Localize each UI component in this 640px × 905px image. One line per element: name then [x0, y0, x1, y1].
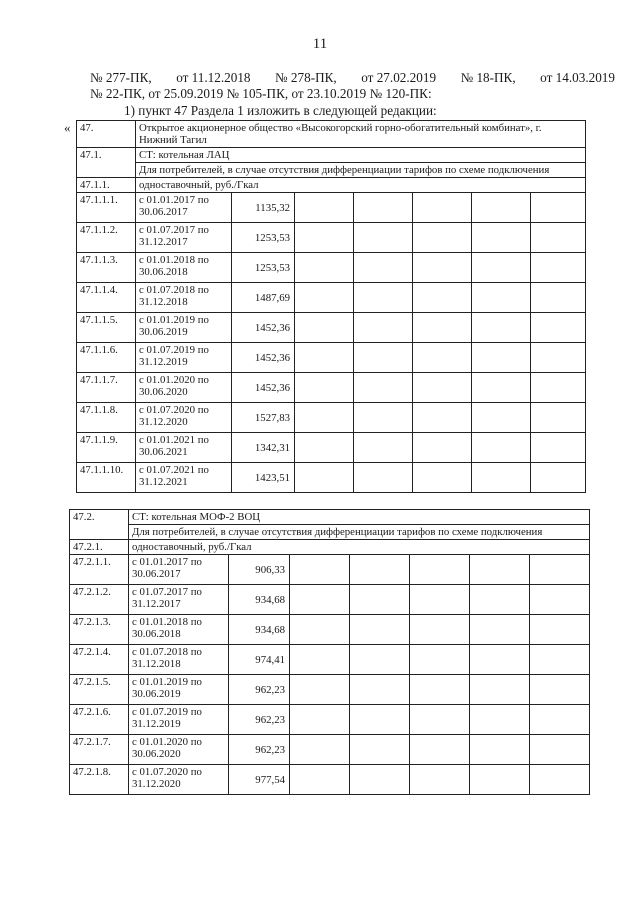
table-row — [77, 343, 586, 373]
row-number: 47.1.1.1. — [77, 193, 136, 223]
empty-cell — [295, 433, 354, 463]
row-number: 47.2.1.6. — [70, 705, 129, 735]
empty-cell — [470, 555, 530, 585]
table-row — [77, 313, 586, 343]
empty-cell — [354, 283, 413, 313]
empty-cell — [531, 193, 586, 223]
empty-cell — [350, 585, 410, 615]
table-row — [77, 463, 586, 493]
station-row — [77, 148, 586, 163]
empty-cell — [470, 705, 530, 735]
empty-cell — [531, 223, 586, 253]
rate-number: 47.1.1. — [77, 178, 136, 193]
row-value: 1135,32 — [232, 193, 295, 223]
empty-cell — [295, 373, 354, 403]
empty-cell — [413, 313, 472, 343]
row-period: с 01.07.2017 по 31.12.2017 — [129, 585, 229, 615]
row-number: 47.1.1.5. — [77, 313, 136, 343]
empty-cell — [354, 433, 413, 463]
empty-cell — [295, 193, 354, 223]
row-period: с 01.07.2021 по 31.12.2021 — [136, 463, 232, 493]
clause-text: 1) пункт 47 Раздела 1 изложить в следующей редакции: — [124, 103, 437, 118]
empty-cell — [413, 253, 472, 283]
empty-cell — [354, 403, 413, 433]
row-number: 47.2.1.7. — [70, 735, 129, 765]
intro-token: № 278-ПК, — [275, 70, 337, 85]
empty-cell — [472, 433, 531, 463]
empty-cell — [354, 223, 413, 253]
row-number: 47.1.1.3. — [77, 253, 136, 283]
tariff-table-2 — [69, 509, 590, 795]
row-value: 1253,53 — [232, 253, 295, 283]
row-period: с 01.01.2017 по 30.06.2017 — [129, 555, 229, 585]
org-name: Открытое акционерное общество «Высокогорский горно-обогатительный комбинат», г. Нижний Тагил — [136, 121, 586, 148]
empty-cell — [470, 645, 530, 675]
row-number: 47.1.1.8. — [77, 403, 136, 433]
empty-cell — [413, 193, 472, 223]
table-row — [70, 765, 590, 795]
empty-cell — [350, 615, 410, 645]
consumers-text: Для потребителей, в случае отсутствия дифференциации тарифов по схеме подключения — [136, 163, 586, 178]
empty-cell — [290, 555, 350, 585]
row-value: 962,23 — [229, 705, 290, 735]
empty-cell — [530, 675, 590, 705]
intro-token: № 18-ПК, — [460, 70, 516, 85]
empty-cell — [531, 343, 586, 373]
empty-cell — [295, 403, 354, 433]
empty-cell — [290, 615, 350, 645]
empty-cell — [470, 585, 530, 615]
empty-cell — [470, 675, 530, 705]
row-period: с 01.07.2018 по 31.12.2018 — [136, 283, 232, 313]
empty-cell — [295, 283, 354, 313]
empty-cell — [354, 343, 413, 373]
row-number: 47.2.1.3. — [70, 615, 129, 645]
empty-cell — [354, 463, 413, 493]
rate-name: одноставочный, руб./Гкал — [136, 178, 586, 193]
row-value: 962,23 — [229, 675, 290, 705]
row-value: 977,54 — [229, 765, 290, 795]
empty-cell — [410, 615, 470, 645]
row-number: 47.1.1.2. — [77, 223, 136, 253]
empty-cell — [354, 313, 413, 343]
empty-cell — [290, 735, 350, 765]
empty-cell — [413, 283, 472, 313]
empty-cell — [472, 343, 531, 373]
empty-cell — [354, 373, 413, 403]
row-period: с 01.01.2017 по 30.06.2017 — [136, 193, 232, 223]
empty-cell — [350, 555, 410, 585]
table-row — [77, 403, 586, 433]
empty-cell — [530, 645, 590, 675]
row-value: 934,68 — [229, 615, 290, 645]
empty-cell — [530, 705, 590, 735]
row-value: 974,41 — [229, 645, 290, 675]
row-number: 47.2.1.8. — [70, 765, 129, 795]
empty-cell — [530, 585, 590, 615]
empty-cell — [530, 765, 590, 795]
empty-cell — [531, 283, 586, 313]
row-period: с 01.07.2018 по 31.12.2018 — [129, 645, 229, 675]
rate-row — [77, 178, 586, 193]
row-period: с 01.01.2019 по 30.06.2019 — [129, 675, 229, 705]
row-number: 47.2.1.2. — [70, 585, 129, 615]
row-value: 1527,83 — [232, 403, 295, 433]
empty-cell — [472, 403, 531, 433]
empty-cell — [413, 373, 472, 403]
empty-cell — [410, 735, 470, 765]
consumers-text: Для потребителей, в случае отсутствия дифференциации тарифов по схеме подключения — [129, 525, 590, 540]
rate-row — [70, 540, 590, 555]
page-number: 11 — [312, 36, 328, 52]
row-value: 906,33 — [229, 555, 290, 585]
empty-cell — [470, 765, 530, 795]
station-number: 47.1. — [77, 148, 136, 178]
empty-cell — [470, 735, 530, 765]
empty-cell — [290, 765, 350, 795]
row-number: 47.1.1.10. — [77, 463, 136, 493]
empty-cell — [350, 735, 410, 765]
org-row — [77, 121, 586, 148]
empty-cell — [413, 433, 472, 463]
rate-number: 47.2.1. — [70, 540, 129, 555]
table-row — [70, 705, 590, 735]
empty-cell — [410, 675, 470, 705]
station-row — [70, 510, 590, 525]
empty-cell — [530, 555, 590, 585]
empty-cell — [295, 313, 354, 343]
org-number: 47. — [77, 121, 136, 148]
row-number: 47.1.1.4. — [77, 283, 136, 313]
row-period: с 01.07.2019 по 31.12.2019 — [136, 343, 232, 373]
row-value: 1452,36 — [232, 343, 295, 373]
empty-cell — [472, 223, 531, 253]
tariff-table-1 — [76, 120, 586, 493]
empty-cell — [350, 645, 410, 675]
empty-cell — [295, 223, 354, 253]
table-row — [70, 735, 590, 765]
row-period: с 01.07.2020 по 31.12.2020 — [129, 765, 229, 795]
empty-cell — [472, 463, 531, 493]
table-row — [77, 223, 586, 253]
table-row — [70, 645, 590, 675]
table-row — [70, 585, 590, 615]
empty-cell — [531, 373, 586, 403]
row-number: 47.1.1.6. — [77, 343, 136, 373]
open-quote-mark: « — [64, 120, 71, 135]
empty-cell — [472, 373, 531, 403]
row-period: с 01.01.2021 по 30.06.2021 — [136, 433, 232, 463]
empty-cell — [295, 343, 354, 373]
table-row — [77, 193, 586, 223]
row-period: с 01.01.2020 по 30.06.2020 — [136, 373, 232, 403]
row-number: 47.2.1.1. — [70, 555, 129, 585]
empty-cell — [531, 403, 586, 433]
table-row — [77, 373, 586, 403]
table-row — [77, 283, 586, 313]
empty-cell — [410, 705, 470, 735]
empty-cell — [354, 253, 413, 283]
empty-cell — [413, 343, 472, 373]
table-row — [70, 615, 590, 645]
intro-token: от 14.03.2019 — [540, 70, 615, 85]
row-value: 1253,53 — [232, 223, 295, 253]
empty-cell — [531, 463, 586, 493]
empty-cell — [530, 735, 590, 765]
empty-cell — [295, 253, 354, 283]
station-number: 47.2. — [70, 510, 129, 540]
row-number: 47.1.1.9. — [77, 433, 136, 463]
row-value: 1452,36 — [232, 313, 295, 343]
row-period: с 01.01.2020 по 30.06.2020 — [129, 735, 229, 765]
empty-cell — [472, 253, 531, 283]
empty-cell — [410, 585, 470, 615]
table-row — [77, 433, 586, 463]
station-name: СТ: котельная МОФ-2 ВОЦ — [129, 510, 590, 525]
empty-cell — [470, 615, 530, 645]
empty-cell — [531, 433, 586, 463]
row-number: 47.2.1.5. — [70, 675, 129, 705]
empty-cell — [531, 253, 586, 283]
station-name: СТ: котельная ЛАЦ — [136, 148, 586, 163]
row-value: 934,68 — [229, 585, 290, 615]
empty-cell — [413, 463, 472, 493]
intro-token: от 11.12.2018 — [176, 70, 251, 85]
intro-line-2: № 22-ПК, от 25.09.2019 № 105-ПК, от 23.10.2019 № 120-ПК: — [90, 86, 432, 101]
intro-token: № 277-ПК, — [90, 70, 152, 85]
row-value: 1452,36 — [232, 373, 295, 403]
empty-cell — [530, 615, 590, 645]
consumers-row — [70, 525, 590, 540]
empty-cell — [531, 313, 586, 343]
row-period: с 01.07.2020 по 31.12.2020 — [136, 403, 232, 433]
table-row — [77, 253, 586, 283]
empty-cell — [472, 313, 531, 343]
row-period: с 01.07.2017 по 31.12.2017 — [136, 223, 232, 253]
empty-cell — [290, 675, 350, 705]
intro-token: от 27.02.2019 — [361, 70, 437, 85]
consumers-row — [77, 163, 586, 178]
table-row — [70, 555, 590, 585]
rate-name: одноставочный, руб./Гкал — [129, 540, 590, 555]
row-value: 1423,51 — [232, 463, 295, 493]
row-value: 962,23 — [229, 735, 290, 765]
empty-cell — [295, 463, 354, 493]
table-row — [70, 675, 590, 705]
empty-cell — [290, 585, 350, 615]
row-number: 47.2.1.4. — [70, 645, 129, 675]
empty-cell — [350, 705, 410, 735]
empty-cell — [410, 555, 470, 585]
empty-cell — [413, 403, 472, 433]
row-value: 1342,31 — [232, 433, 295, 463]
empty-cell — [354, 193, 413, 223]
empty-cell — [410, 645, 470, 675]
row-period: с 01.01.2019 по 30.06.2019 — [136, 313, 232, 343]
empty-cell — [350, 765, 410, 795]
empty-cell — [290, 705, 350, 735]
empty-cell — [472, 193, 531, 223]
row-period: с 01.01.2018 по 30.06.2018 — [129, 615, 229, 645]
empty-cell — [413, 223, 472, 253]
row-number: 47.1.1.7. — [77, 373, 136, 403]
empty-cell — [410, 765, 470, 795]
row-period: с 01.01.2018 по 30.06.2018 — [136, 253, 232, 283]
row-value: 1487,69 — [232, 283, 295, 313]
intro-line-1 — [90, 70, 615, 86]
empty-cell — [472, 283, 531, 313]
empty-cell — [350, 675, 410, 705]
empty-cell — [290, 645, 350, 675]
intro-paragraph — [90, 70, 615, 102]
row-period: с 01.07.2019 по 31.12.2019 — [129, 705, 229, 735]
